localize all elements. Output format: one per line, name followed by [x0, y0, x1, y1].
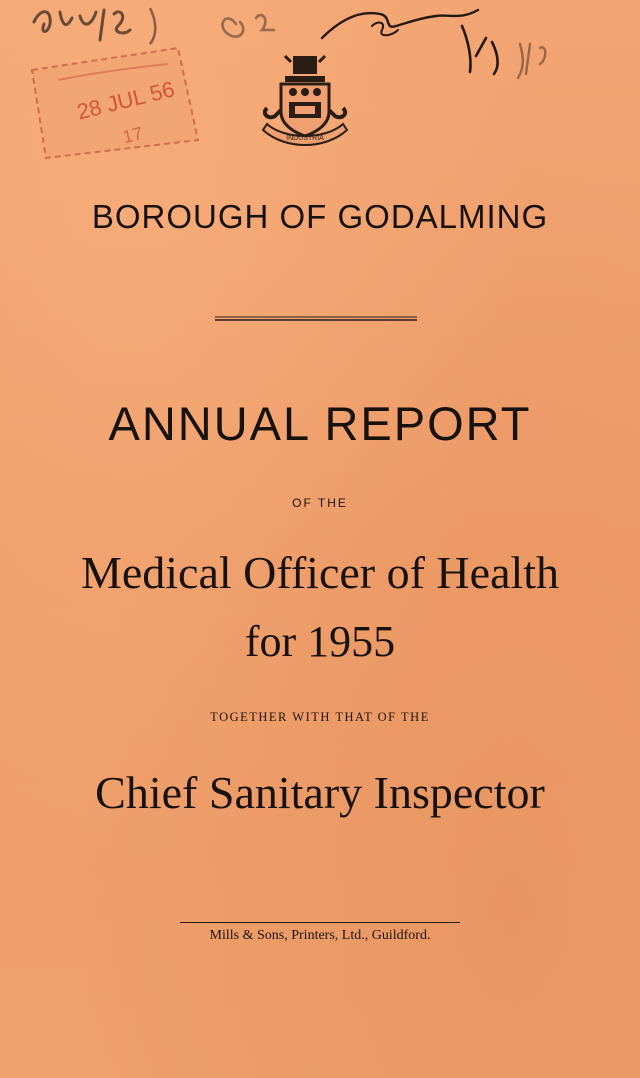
borough-title: BOROUGH OF GODALMING	[91, 198, 549, 235]
date-stamp	[28, 40, 203, 160]
borough-crest-icon	[255, 50, 355, 155]
crest-motto: INDUSTRIA	[286, 135, 324, 142]
report-year: for 1955	[244, 617, 396, 666]
together-label: TOGETHER WITH THAT OF THE	[210, 710, 430, 724]
officer-title: Medical Officer of Health	[80, 547, 560, 598]
inspector-title: Chief Sanitary Inspector	[95, 767, 545, 818]
decorative-rule	[215, 316, 417, 322]
of-the-label: OF THE	[292, 496, 348, 510]
svg-text:17: 17	[120, 123, 145, 148]
printer-imprint: Mills & Sons, Printers, Ltd., Guildford.	[209, 928, 431, 943]
stamp-date-text: 28 JUL 56	[74, 76, 177, 125]
printer-rule	[180, 922, 460, 923]
report-title: ANNUAL REPORT	[108, 397, 532, 450]
